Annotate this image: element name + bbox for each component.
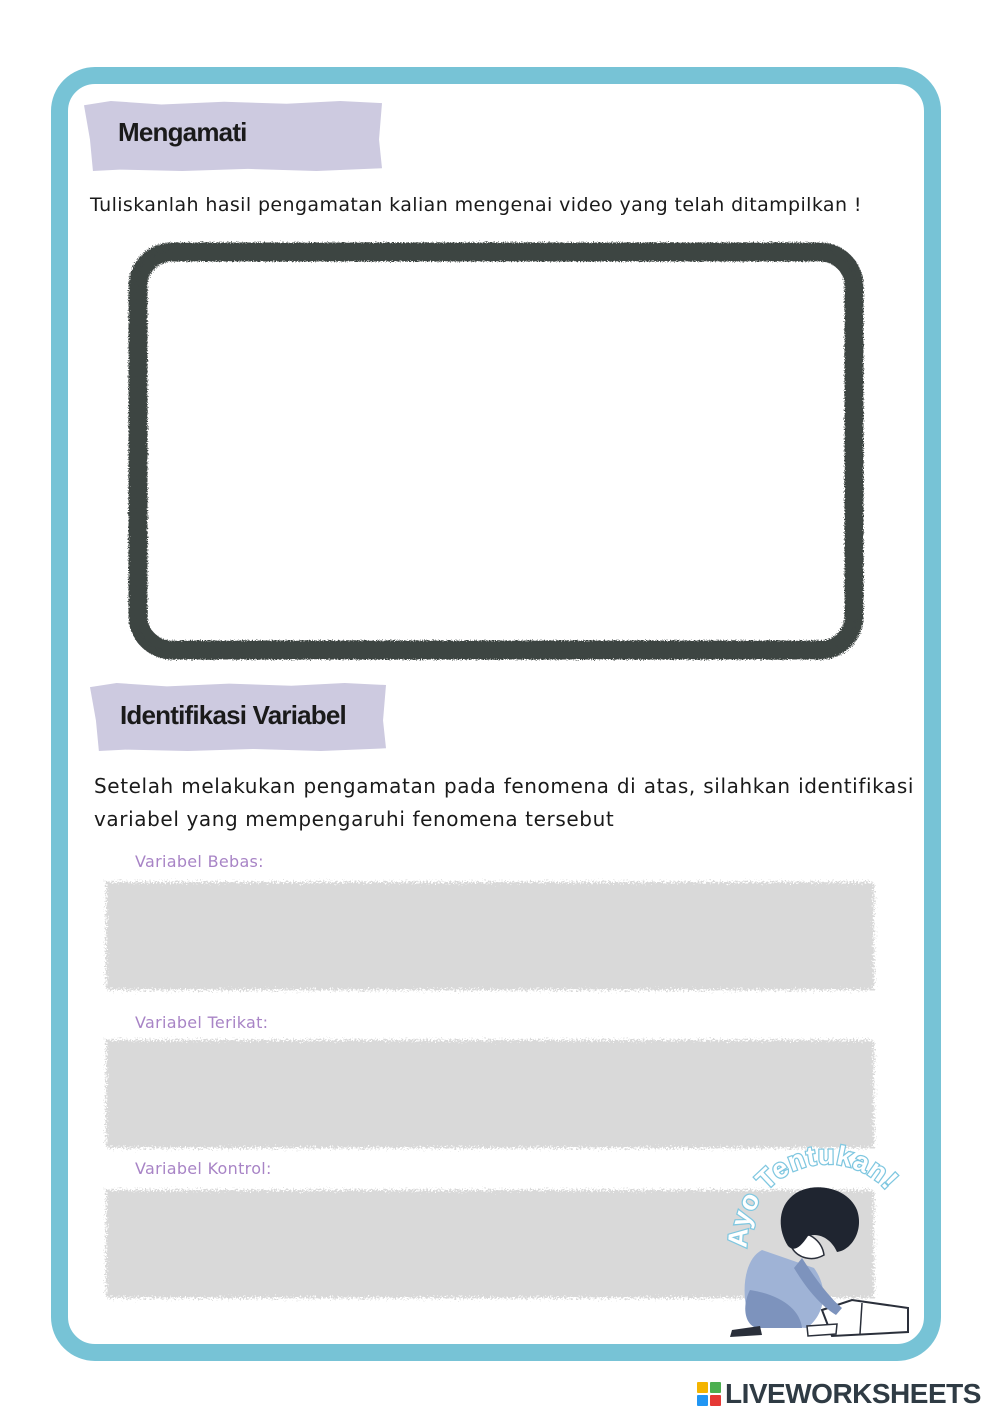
- liveworksheets-wordmark: LIVEWORKSHEETS: [725, 1378, 981, 1409]
- field-variabel-terikat[interactable]: [100, 1034, 880, 1154]
- label-variabel-terikat: Variabel Terikat:: [135, 1013, 269, 1032]
- label-variabel-bebas: Variabel Bebas:: [135, 852, 264, 871]
- section-title-identifikasi: Identifikasi Variabel: [120, 700, 346, 730]
- variable-instruction: Setelah melakukan pengamatan pada fenomena di atas, silahkan identifikasi variabel yang mempengaruhi fenomena tersebut: [94, 774, 914, 831]
- liveworksheets-logo: [697, 1378, 981, 1410]
- observation-answer-box[interactable]: [118, 236, 872, 666]
- ayo-tentukan-caption: Ayo Tentukan!: [722, 1140, 905, 1249]
- section-title-mengamati: Mengamati: [118, 117, 247, 147]
- liveworksheets-logo-icon: [697, 1382, 721, 1406]
- field-variabel-bebas[interactable]: [100, 876, 880, 996]
- label-variabel-kontrol: Variabel Kontrol:: [135, 1159, 272, 1178]
- observation-instruction: Tuliskanlah hasil pengamatan kalian mengenai video yang telah ditampilkan !: [90, 194, 862, 216]
- girl-reading-illustration: [712, 1140, 932, 1345]
